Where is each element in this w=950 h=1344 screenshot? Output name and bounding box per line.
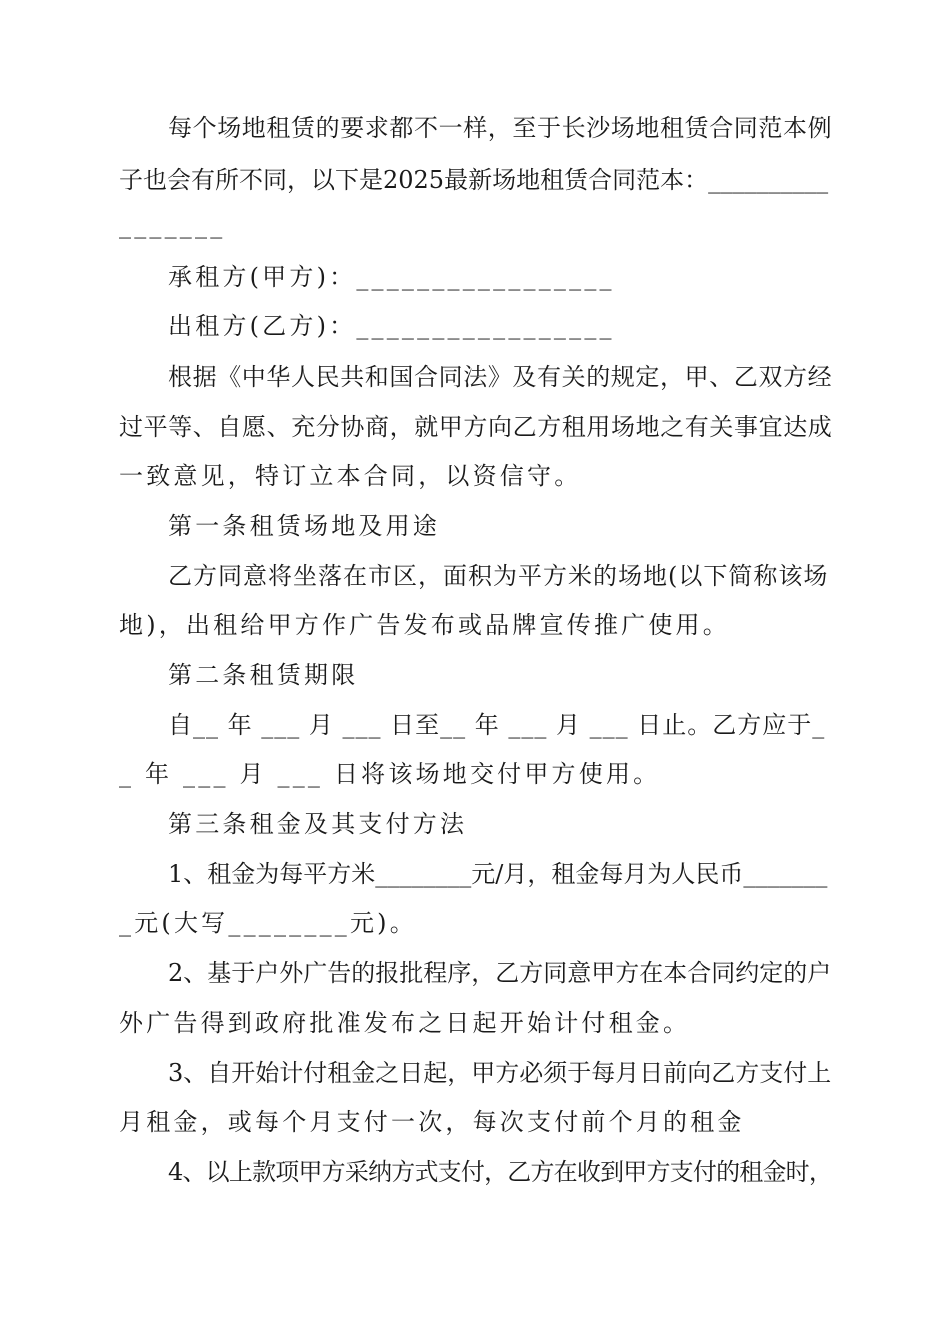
article-3-item-1-line-2: _元(大写________元)。: [119, 909, 417, 937]
intro-line-1: 每个场地租赁的要求都不一样，至于长沙场地租赁合同范本例: [168, 114, 833, 142]
lessor-field: 出租方(乙方)：_________________: [168, 312, 615, 340]
article-3-item-4-line-1: 4、以上款项甲方采纳方式支付，乙方在收到甲方支付的租金时，: [168, 1158, 833, 1186]
article-2-line-2: _ 年 ___ 月 ___ 日将该场地交付甲方使用。: [119, 760, 661, 788]
intro-line-2: 子也会有所不同，以下是2025最新场地租赁合同范本：__________: [119, 166, 829, 194]
intro-line-3: _______: [119, 211, 226, 239]
article-3-item-2-line-1: 2、基于户外广告的报批程序，乙方同意甲方在本合同约定的户: [168, 959, 832, 987]
article-2-heading: 第二条租赁期限: [168, 661, 359, 689]
article-3-item-3-line-2: 月租金，或每个月支付一次，每次支付前个月的租金: [119, 1108, 745, 1136]
preamble-line-1: 根据《中华人民共和国合同法》及有关的规定，甲、乙双方经: [168, 363, 833, 391]
article-2-line-1: 自__ 年 ___ 月 ___ 日至__ 年 ___ 月 ___ 日止。乙方应于_: [168, 711, 826, 739]
article-3-item-3-line-1: 3、自开始计付租金之日起，甲方必须于每月日前向乙方支付上: [168, 1059, 832, 1087]
preamble-line-2: 过平等、自愿、充分协商，就甲方向乙方租用场地之有关事宜达成: [119, 413, 833, 441]
article-1-heading: 第一条租赁场地及用途: [168, 512, 440, 540]
lessee-field: 承租方(甲方)：_________________: [168, 263, 615, 291]
article-1-line-1: 乙方同意将坐落在市区，面积为平方米的场地(以下简称该场: [168, 562, 829, 590]
article-3-item-2-line-2: 外广告得到政府批准发布之日起开始计付租金。: [119, 1009, 691, 1037]
article-3-item-1-line-1: 1、租金为每平方米________元/月，租金每月为人民币_______: [168, 860, 828, 888]
article-1-line-2: 地)，出租给甲方作广告发布或品牌宣传推广使用。: [119, 611, 730, 639]
article-3-heading: 第三条租金及其支付方法: [168, 810, 468, 838]
preamble-line-3: 一致意见，特订立本合同，以资信守。: [119, 462, 582, 490]
